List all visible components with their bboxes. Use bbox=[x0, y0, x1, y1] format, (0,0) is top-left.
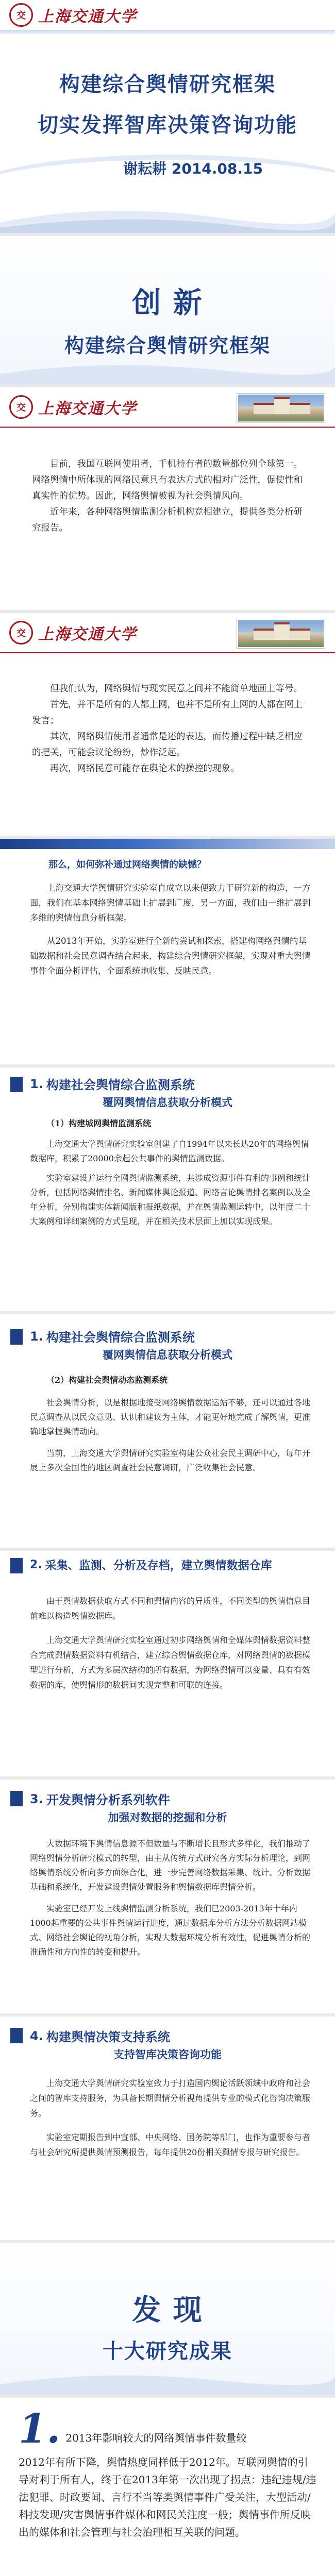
block-heading bbox=[0, 1780, 335, 1808]
findings-title-line2: 十大研究成果 bbox=[103, 2340, 232, 2363]
how-text bbox=[0, 849, 335, 978]
how-question: 那么，如何弥补通过网络舆情的缺憾？ bbox=[48, 859, 206, 870]
block-title: 采集、监测、分析及存档，建立舆情数据仓库 bbox=[45, 1560, 272, 1572]
school-name: 上海交通大学 bbox=[38, 400, 137, 418]
question-paragraph: 再次，网络民意可能存在舆论术的操控的现象。 bbox=[50, 764, 240, 774]
finding-slide-1 bbox=[0, 2395, 335, 2576]
school-name: 上海交通大学 bbox=[38, 625, 137, 643]
header-band bbox=[0, 613, 335, 652]
findings-title-line1: 发 现 bbox=[132, 2294, 203, 2327]
question-paragraph: 但我们认为，网络舆情与现实民意之间并不能简单地画上等号。 bbox=[50, 684, 303, 694]
block-title: 构建舆情决策支持系统 bbox=[46, 2030, 170, 2044]
block-paragraph: 由于舆情数据获取方式不同和舆情内容的异质性，不同类型的舆情信息目前难以构造舆情数据库。 bbox=[30, 1596, 311, 1621]
block-title: 开发舆情分析系列软件 bbox=[46, 1793, 170, 1807]
block-paragraph: 大数据环境下舆情信息源不但数量与不断增长且形式多样化，我们推动了网络舆情分析研究模式的转型，由主从传统方式研究各方实际分析理论，到网络舆情系统分析向多方面综合化，进一步完善网络数据采集、统计、分析数据基础和系统化，开发建设舆情处置服务和舆情数据库舆情分析。 bbox=[30, 1839, 311, 1892]
block-slide-1a bbox=[0, 1064, 335, 1311]
finding-text bbox=[0, 2449, 335, 2541]
block-subheading: 加强对数据的挖掘和分析 bbox=[108, 1811, 227, 1824]
finding-paragraph: 2012年有所下降，舆情热度同样低于2012年。互联网舆情的引导对利于所有人，终于在2013年第一次出现了拐点：违纪违规/违法犯罪、时政要闻、言行不当等类舆情事件广受关注，大型活动/科技发现/灾害舆情事件媒体和网民关注度一般；舆情事件所反映出的媒体和社会管理与社会治理相互关联的问题。 bbox=[19, 2456, 316, 2538]
intro-text bbox=[0, 428, 335, 536]
finding-lead-row bbox=[0, 2398, 335, 2452]
campus-photo bbox=[237, 619, 325, 648]
block-item-title: （2）构建社会舆情动态监测系统 bbox=[46, 1375, 168, 1385]
block-number: 4. bbox=[30, 2028, 43, 2043]
block-paragraph: 上海交通大学舆情研究实验室创建了自1994年以来长达20年的网络舆情数据库，积累了20000余起公共事件的舆情监测数据。 bbox=[30, 1139, 309, 1163]
block-text bbox=[0, 1825, 335, 1959]
block-slide-1b bbox=[0, 1311, 335, 1548]
block-text bbox=[0, 1110, 335, 1229]
section-title-line2: 构建综合舆情研究框架 bbox=[64, 334, 271, 357]
block-slide-4 bbox=[0, 2013, 335, 2240]
cover-title-line2: 切实发挥智库决策咨询功能 bbox=[38, 113, 297, 137]
block-slide-3 bbox=[0, 1776, 335, 2013]
block-heading bbox=[0, 1067, 335, 1093]
block-text bbox=[0, 1573, 335, 1692]
section-marker bbox=[10, 2028, 23, 2043]
block-number: 3. bbox=[30, 1791, 43, 1806]
question-slide bbox=[0, 610, 335, 836]
finding-number: 1. bbox=[19, 2405, 61, 2452]
section-title-slide bbox=[0, 233, 335, 384]
bottom-wave bbox=[0, 2369, 335, 2395]
finding-lead: 2013年影响较大的网络舆情事件数量较 bbox=[65, 2432, 247, 2444]
cover-title-line1: 构建综合舆情研究框架 bbox=[59, 73, 276, 96]
block-heading bbox=[0, 1551, 335, 1573]
school-seal-icon: 交 bbox=[9, 395, 33, 419]
school-seal-icon: 交 bbox=[9, 3, 33, 27]
block-number: 1. bbox=[30, 1076, 43, 1091]
header-band bbox=[0, 0, 335, 30]
cover-author-date: 谢耘耕 2014.08.15 bbox=[123, 160, 263, 177]
header-rule bbox=[0, 30, 335, 35]
block-item-title: （1）构建城网舆情监测系统 bbox=[46, 1118, 152, 1128]
block-title: 构建社会舆情综合监测系统 bbox=[46, 1330, 195, 1345]
block-paragraph: 实验室已经开发上线舆情监测分析系统，我们已2003-2013年十年内1000起重要的公共事件舆情运行进度，通过数据库分析方法分析数据网站模式、网络社会舆论的视角分析，实现大数据环境分析有效性，促进舆情分析的准确性和方向性的转变和提升。 bbox=[30, 1904, 311, 1957]
decorative-swoosh-top bbox=[0, 233, 335, 282]
how-paragraph: 从2013年开始，实验室进行全新的尝试和探索，搭建构网络舆情的基础数据和社会民意调查结合起来，构建综合舆情研究框架，实现对重大舆情事件全面分析评估，全面系统地收集、反映民意。 bbox=[30, 936, 311, 976]
question-paragraph: 首先，并不是所有的人都上网，也并不是所有上网的人都在网上发言； bbox=[32, 700, 303, 726]
block-number: 2. bbox=[30, 1558, 42, 1571]
intro-paragraph: 近年来，各种网络舆情监测分析机构竞相建立，提供各类分析研究报告。 bbox=[32, 507, 303, 533]
findings-title-slide bbox=[0, 2240, 335, 2395]
campus-photo bbox=[237, 394, 325, 422]
block-text bbox=[0, 2062, 335, 2160]
question-text bbox=[0, 653, 335, 777]
block-number: 1. bbox=[30, 1329, 43, 1344]
block-paragraph: 当前，上海交通大学舆情研究实验室构建公众社会民主调研中心，每年开展上多次全国性的地区调查社会民意调研，广泛收集社会民意。 bbox=[30, 1448, 311, 1472]
intro-slide bbox=[0, 384, 335, 610]
cover-slide bbox=[0, 0, 335, 233]
school-seal-icon: 交 bbox=[9, 621, 33, 645]
section-marker bbox=[10, 1077, 23, 1092]
block-paragraph: 上海交通大学舆情研究实验室通过初步网络舆情和全媒体舆情数据资料整合完成舆情数据资料有机结合，建立综合舆情数据仓库，对网络舆情的数据模型进行分析，方式为多层次结构的所有数据，为网络舆情可以变量、具有有效数据的库，使舆情形的数据间实现完整和可联的连接。 bbox=[30, 1635, 311, 1690]
section-marker bbox=[10, 1329, 23, 1345]
section-title-line1: 创 新 bbox=[132, 286, 203, 320]
section-marker bbox=[10, 1558, 23, 1573]
bottom-wave bbox=[0, 202, 335, 233]
top-strip bbox=[0, 839, 335, 849]
block-heading bbox=[0, 1314, 335, 1345]
intro-paragraph: 目前，我国互联网使用者，手机持有者的数量都位列全球第一。网络舆情中所体现的网络民意具有表达方式的相对广泛性，促使性和真实性的优势。因此，网络舆情被视为社会舆情风向。 bbox=[32, 459, 303, 501]
school-name: 上海交通大学 bbox=[38, 8, 137, 26]
header-band bbox=[0, 387, 335, 427]
block-paragraph: 社会舆情分析，以是根据地接受网络舆情数据运站不够，还可以通过各地民意调查从以民众意见、认识和建议为主体，才能更好地完成了解舆情，更准确地掌握舆情动向。 bbox=[30, 1398, 311, 1436]
how-slide bbox=[0, 836, 335, 1064]
block-paragraph: 实验室定期报告到中宣部、中央网络、国务院等部门，也作为重要参与者与社会研究所提供舆情预测报告，每年提供20份相关舆情专报与研究报告。 bbox=[30, 2132, 311, 2157]
section-marker bbox=[10, 1791, 23, 1806]
block-text bbox=[0, 1363, 335, 1475]
decorative-swoosh-top bbox=[0, 2240, 335, 2295]
how-paragraph: 上海交通大学舆情研究实验室自成立以来便致力于研究新的构造，一方面，我们在基本网络舆情基础上扩展到广度，另一方面，我们由一维扩展到多维的舆情信息分析框架。 bbox=[30, 883, 311, 923]
block-subheading: 支持智库决策咨询功能 bbox=[113, 2048, 222, 2061]
block-slide-2 bbox=[0, 1548, 335, 1776]
block-paragraph: 实验室建设并运行全网舆情监测系统，共涉成资源事件有利的事例和统计分析，包括网络舆情排名、新闻媒体舆论报道、网络言论舆情排名案例以及全年分析，分别构建实体新闻版和报纸数据，并在舆情监测运转中，以年度二十大案例和详细案例的方式呈现，并在相关技术层面上加以实现成果。 bbox=[30, 1173, 311, 1226]
bottom-wave bbox=[0, 359, 335, 384]
block-title: 构建社会舆情综合监测系统 bbox=[46, 1078, 195, 1092]
question-paragraph: 其次，网络舆情使用者通常是述的表达，而传播过程中缺乏相应的把关，可能会议论纷纷，炒作泛起。 bbox=[32, 732, 303, 758]
block-paragraph: 上海交通大学舆情研究实验室致力于打造国内舆论活跃领域中政府和社会之间的智库支持服务，为具备长期舆情分析视角提供专业的模式化咨询决策服务。 bbox=[30, 2078, 311, 2118]
block-subheading: 覆网舆情信息获取分析模式 bbox=[103, 1096, 232, 1109]
block-subheading: 覆网舆情信息获取分析模式 bbox=[103, 1349, 232, 1361]
block-heading bbox=[0, 2016, 335, 2045]
